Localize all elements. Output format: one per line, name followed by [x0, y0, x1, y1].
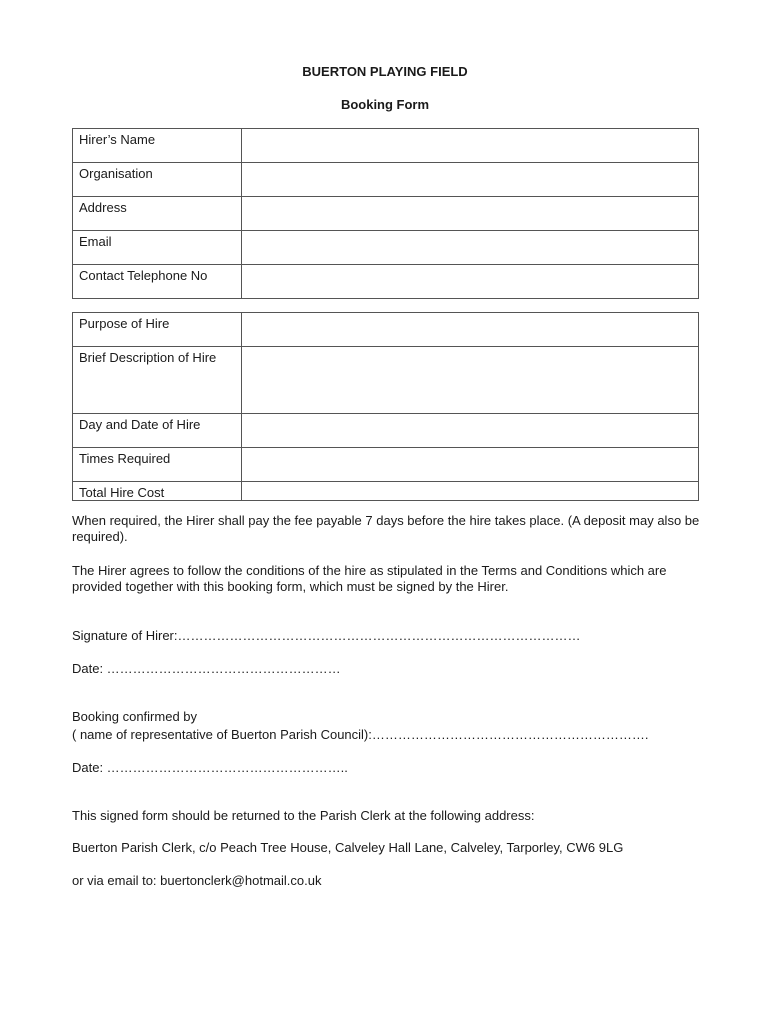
- hirer-date-line[interactable]: Date: ………………………………………………: [72, 661, 341, 676]
- agreement-paragraph: The Hirer agrees to follow the conditions of the hire as stipulated in the Terms and Conditions which are provided together with this booking form, which must be signed by the Hirer.: [72, 563, 667, 594]
- table-row: [73, 414, 699, 448]
- description-field[interactable]: [242, 347, 699, 414]
- table-row: [73, 482, 699, 501]
- purpose-field[interactable]: [242, 313, 699, 347]
- return-note: This signed form should be returned to the Parish Clerk at the following address:: [72, 808, 535, 823]
- total-cost-field[interactable]: [242, 482, 699, 501]
- table-row: [73, 313, 699, 347]
- clerk-address: Buerton Parish Clerk, c/o Peach Tree House, Calveley Hall Lane, Calveley, Tarporley, CW6 9LG: [72, 840, 624, 855]
- table-row: [73, 265, 699, 299]
- email-label: Email: [73, 231, 242, 265]
- telephone-label: Contact Telephone No: [73, 265, 242, 299]
- table-row: [73, 231, 699, 265]
- hirer-name-field[interactable]: [242, 129, 699, 163]
- total-cost-label: Total Hire Cost: [73, 482, 242, 501]
- table-row: [73, 448, 699, 482]
- booking-confirmed-label: Booking confirmed by: [72, 709, 198, 724]
- telephone-field[interactable]: [242, 265, 699, 299]
- purpose-label: Purpose of Hire: [73, 313, 242, 347]
- document-subtitle: Booking Form: [340, 97, 430, 112]
- table-row: [73, 347, 699, 414]
- payment-paragraph: When required, the Hirer shall pay the fee payable 7 days before the hire takes place. (A deposit may also be required).: [72, 513, 700, 544]
- organisation-field[interactable]: [242, 163, 699, 197]
- hirer-signature-line[interactable]: Signature of Hirer:…………………………………………………………………………………: [72, 628, 581, 643]
- hirer-details-table: [72, 128, 699, 299]
- hirer-name-label: Hirer’s Name: [73, 129, 242, 163]
- hire-date-label: Day and Date of Hire: [73, 414, 242, 448]
- address-label: Address: [73, 197, 242, 231]
- description-label: Brief Description of Hire: [73, 347, 242, 414]
- times-field[interactable]: [242, 448, 699, 482]
- representative-line[interactable]: ( name of representative of Buerton Parish Council):……………………………………………………….: [72, 727, 649, 742]
- hire-date-field[interactable]: [242, 414, 699, 448]
- document-title: BUERTON PLAYING FIELD: [302, 64, 468, 79]
- organisation-label: Organisation: [73, 163, 242, 197]
- table-row: [73, 197, 699, 231]
- hire-details-table: [72, 312, 699, 501]
- address-field[interactable]: [242, 197, 699, 231]
- confirmation-date-line[interactable]: Date: ………………………………………………..: [72, 760, 348, 775]
- table-row: [73, 163, 699, 197]
- table-row: [73, 129, 699, 163]
- email-field[interactable]: [242, 231, 699, 265]
- clerk-email: or via email to: buertonclerk@hotmail.co.uk: [72, 873, 322, 888]
- times-label: Times Required: [73, 448, 242, 482]
